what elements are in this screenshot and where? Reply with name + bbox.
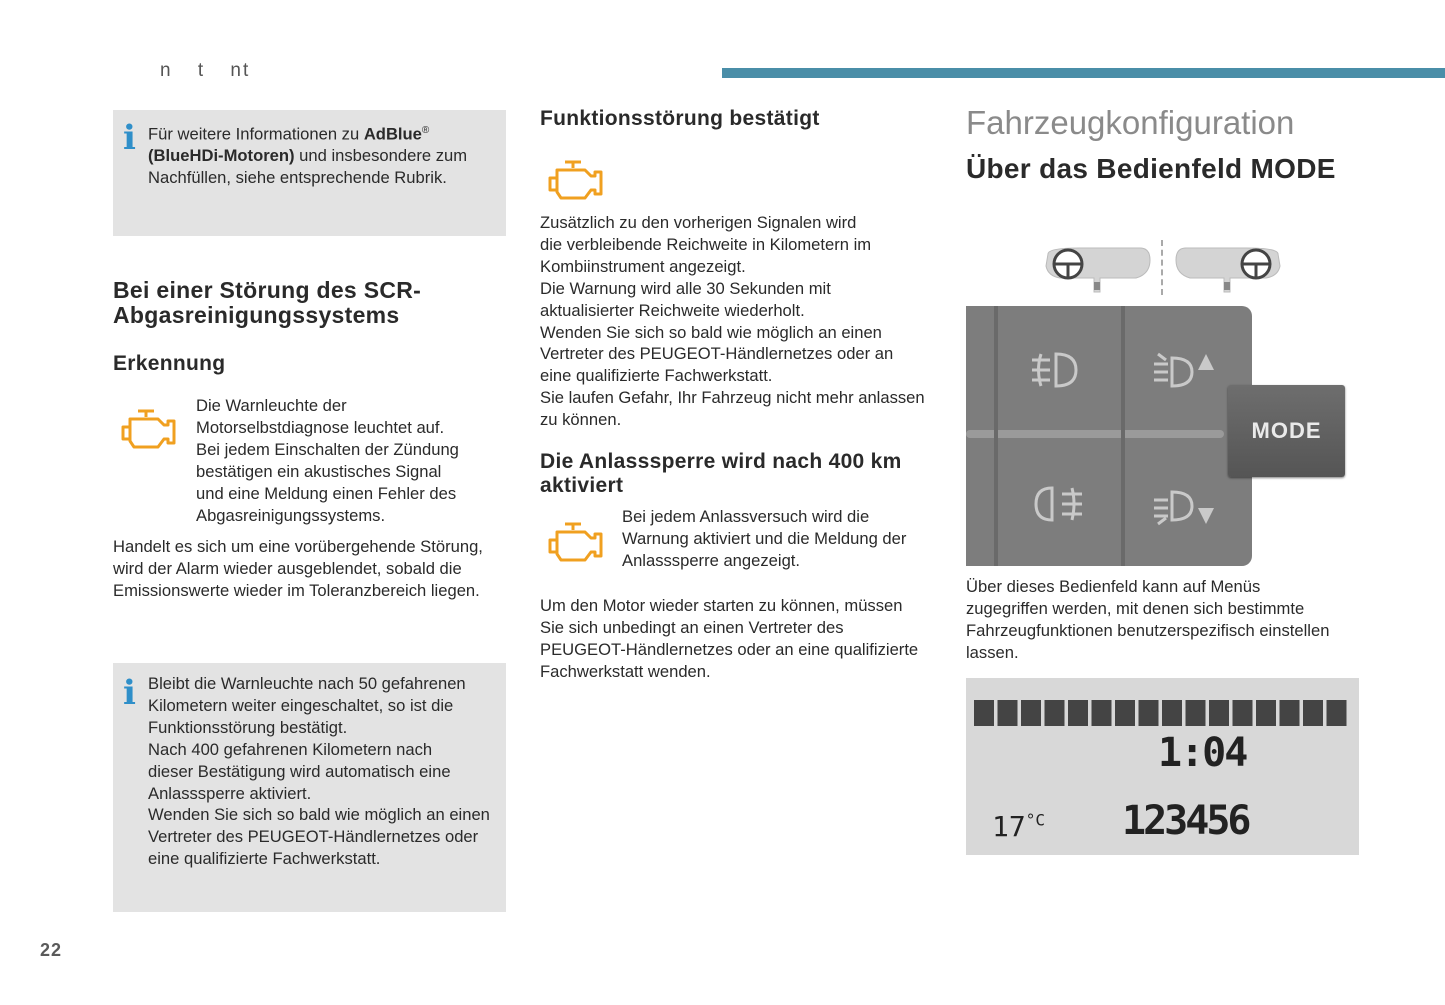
lcd-time: 1:04: [1158, 730, 1247, 776]
panel-divider-horizontal: [966, 430, 1224, 438]
info-box-warning-text: Bleibt die Warnleuchte nach 50 gefahrenen Kilometern weiter eingeschaltet, so ist die Funktionsstörung bestätigt. Nach 400 gefahrenen Kilometern nach dieser Bestätigung wird automatisch eine Anlasssperre aktiviert. Wenden Sie sich so bald wie möglich an einen Vertreter des PEUGEOT-Händlernetzes oder eine qualifizierte Fachwerkstatt.: [148, 674, 490, 869]
header-accent-bar: [722, 68, 1445, 78]
info-icon: i: [123, 118, 136, 158]
lcd-odometer: 123456: [1122, 798, 1249, 844]
instrument-lcd-display: [966, 678, 1359, 855]
confirmed-fault-text: Zusätzlich zu den vorherigen Signalen wird die verbleibende Reichweite in Kilometern im Kombiinstrument angezeigt. Die Warnung wird alle 30 Sekunden mit aktualisierter Reichweite wiederholt. Wenden Sie sich so bald wie möglich an einen Vertreter des PEUGEOT-Händlernetzes oder an eine qualifizierte Fachwerkstatt. Sie laufen Gefahr, Ihr Fahrzeug nicht mehr anlassen zu können.: [540, 213, 925, 430]
confirmed-fault-title: Funktionsstörung bestätigt: [540, 107, 820, 130]
temporary-fault-text: Handelt es sich um eine vorübergehende Störung, wird der Alarm wieder ausgeblendet, sobald die Emissionswerte wieder im Toleranzbereich liegen.: [113, 537, 483, 600]
engine-warning-icon: [545, 518, 607, 568]
erkennung-title: Erkennung: [113, 352, 226, 375]
lcd-temperature: $17^{^\circ C}$: [992, 810, 1045, 843]
info-box-adblue-text: Für weitere Informationen zu AdBlue® (BlueHDi-Motoren) und insbesondere zum Nachfüllen, siehe entsprechende Rubrik.: [148, 124, 468, 188]
rear-fog-light-button[interactable]: [1026, 348, 1082, 397]
headlight-down-button[interactable]: [1152, 486, 1222, 535]
start-lock-title: Die Anlasssperre wird nach 400 km aktiviert: [540, 450, 902, 497]
restart-text: Um den Motor wieder starten zu können, müssen Sie sich unbedingt an einen Vertreter des PEUGEOT-Händlernetzes oder an eine qualifizierte Fachwerkstatt wenden.: [540, 596, 919, 681]
divider-dashed: [1161, 240, 1163, 295]
lhd-dashboard-diagram: [1040, 238, 1155, 303]
page-number: 22: [40, 940, 63, 960]
mode-control-panel: [966, 306, 1252, 566]
section-title-scr: Bei einer Störung des SCR- Abgasreinigungssystems: [113, 277, 422, 328]
rhd-dashboard-diagram: [1170, 238, 1285, 303]
front-fog-light-up-button[interactable]: [1152, 348, 1222, 397]
panel-divider-vertical-2: [1121, 306, 1125, 566]
engine-warning-icon: [545, 156, 607, 206]
mode-panel-description: Über dieses Bedienfeld kann auf Menüs zugegriffen werden, mit denen sich bestimmte Fahrzeugfunktionen benutzerspezifisch einstellen lassen.: [966, 577, 1330, 662]
engine-warning-icon: [118, 405, 180, 455]
erkennung-text: Die Warnleuchte der Motorselbstdiagnose leuchtet auf. Bei jedem Einschalten der Zündung bestätigen ein akustisches Signal und eine Meldung einen Fehler des Abgasreinigungssystems.: [196, 396, 459, 525]
lcd-dot-matrix-row: [974, 700, 1350, 726]
page-title: Fahrzeugkonfiguration: [966, 104, 1295, 141]
running-header: n t nt: [160, 60, 251, 81]
info-box-adblue: [113, 110, 506, 236]
mode-button[interactable]: MODE: [1228, 385, 1345, 477]
info-icon: i: [123, 673, 136, 713]
start-lock-text: Bei jedem Anlassversuch wird die Warnung aktiviert und die Meldung der Anlasssperre angezeigt.: [622, 507, 907, 570]
section-subtitle: Über das Bedienfeld MODE: [966, 153, 1336, 184]
front-fog-light-button[interactable]: [1032, 482, 1088, 531]
panel-divider-vertical-1: [994, 306, 998, 566]
info-box-warning: [113, 663, 506, 912]
